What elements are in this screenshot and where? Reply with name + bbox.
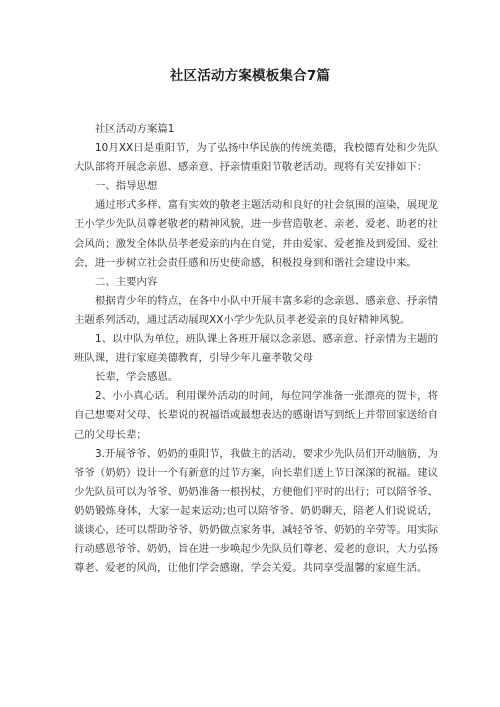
main-content-paragraph: 根据青少年的特点，在各中小队中开展丰富多彩的念亲恩、感亲意、抒亲情主题系列活动，通过活动展现XX小学少先队员孝老爱亲的良好精神风貌。 [74, 294, 438, 326]
intro-paragraph: 10月XX日是重阳节，为了弘扬中华民族的传统美德，我校德育处和少先队大队部将开展念亲恩、感亲意、抒亲情重阳节敬老活动。现将有关安排如下： [74, 142, 438, 174]
heading-main-content: 二、主要内容 [95, 275, 158, 288]
list-item-2: 2、小小真心话。利用课外活动的时间，每位同学准备一张漂亮的贺卡，将自己想要对父母、长辈说的祝福语或最想表达的感谢语写到纸上并带回家送给自己的父母长辈； [74, 390, 438, 441]
document-title: 社区活动方案模板集合7篇 [169, 68, 331, 84]
heading-guiding-ideology: 一、指导思想 [95, 180, 158, 193]
list-item-3: 3.开展爷爷、奶奶的重阳节，我做主的活动，要求少先队员们开动脑筋，为爷爷（奶奶）设计一个有新意的过节方案，向长辈们送上节日深深的祝福。建议少先队员可以为爷爷、奶奶准备一根拐杖，方便他们平时的出行；可以陪爷爷、奶奶锻炼身体，大家一起来运动;也可以陪爷爷、奶奶聊天，陪老人们说说话，谈谈心，还可以帮助爷爷、奶奶做点家务事，减轻爷爷、奶奶的辛劳等。用实际行动感恩爷爷、奶奶，旨在进一步唤起少先队员们尊老、爱老的意识，大力弘扬尊老、爱老的风尚，让他们学会感谢，学会关爱。共同享受温馨的家庭生活。 [74, 447, 438, 575]
section-heading: 社区活动方案篇1 [95, 123, 175, 135]
document-body [74, 120, 438, 578]
guiding-ideology-paragraph: 通过形式多样、富有实效的敬老主题活动和良好的社会氛围的渲染，展现龙王小学少先队员尊老敬老的精神风貌，进一步营造敬老、亲老、爱老、助老的社会风尚；激发全体队员孝老爱亲的内在自觉，并由爱家、爱老推及到爱国、爱社会，进一步树立社会责任感和历史使命感，积极投身到和谐社会建设中来。 [74, 199, 438, 269]
list-item-1: 1、以中队为单位，班队课上各班开展以念亲恩、感亲意、抒亲情为主题的班队课，进行家庭美德教育，引导少年儿童孝敬父母 [74, 333, 438, 365]
list-item-1-continuation: 长辈，学会感恩。 [95, 371, 179, 384]
